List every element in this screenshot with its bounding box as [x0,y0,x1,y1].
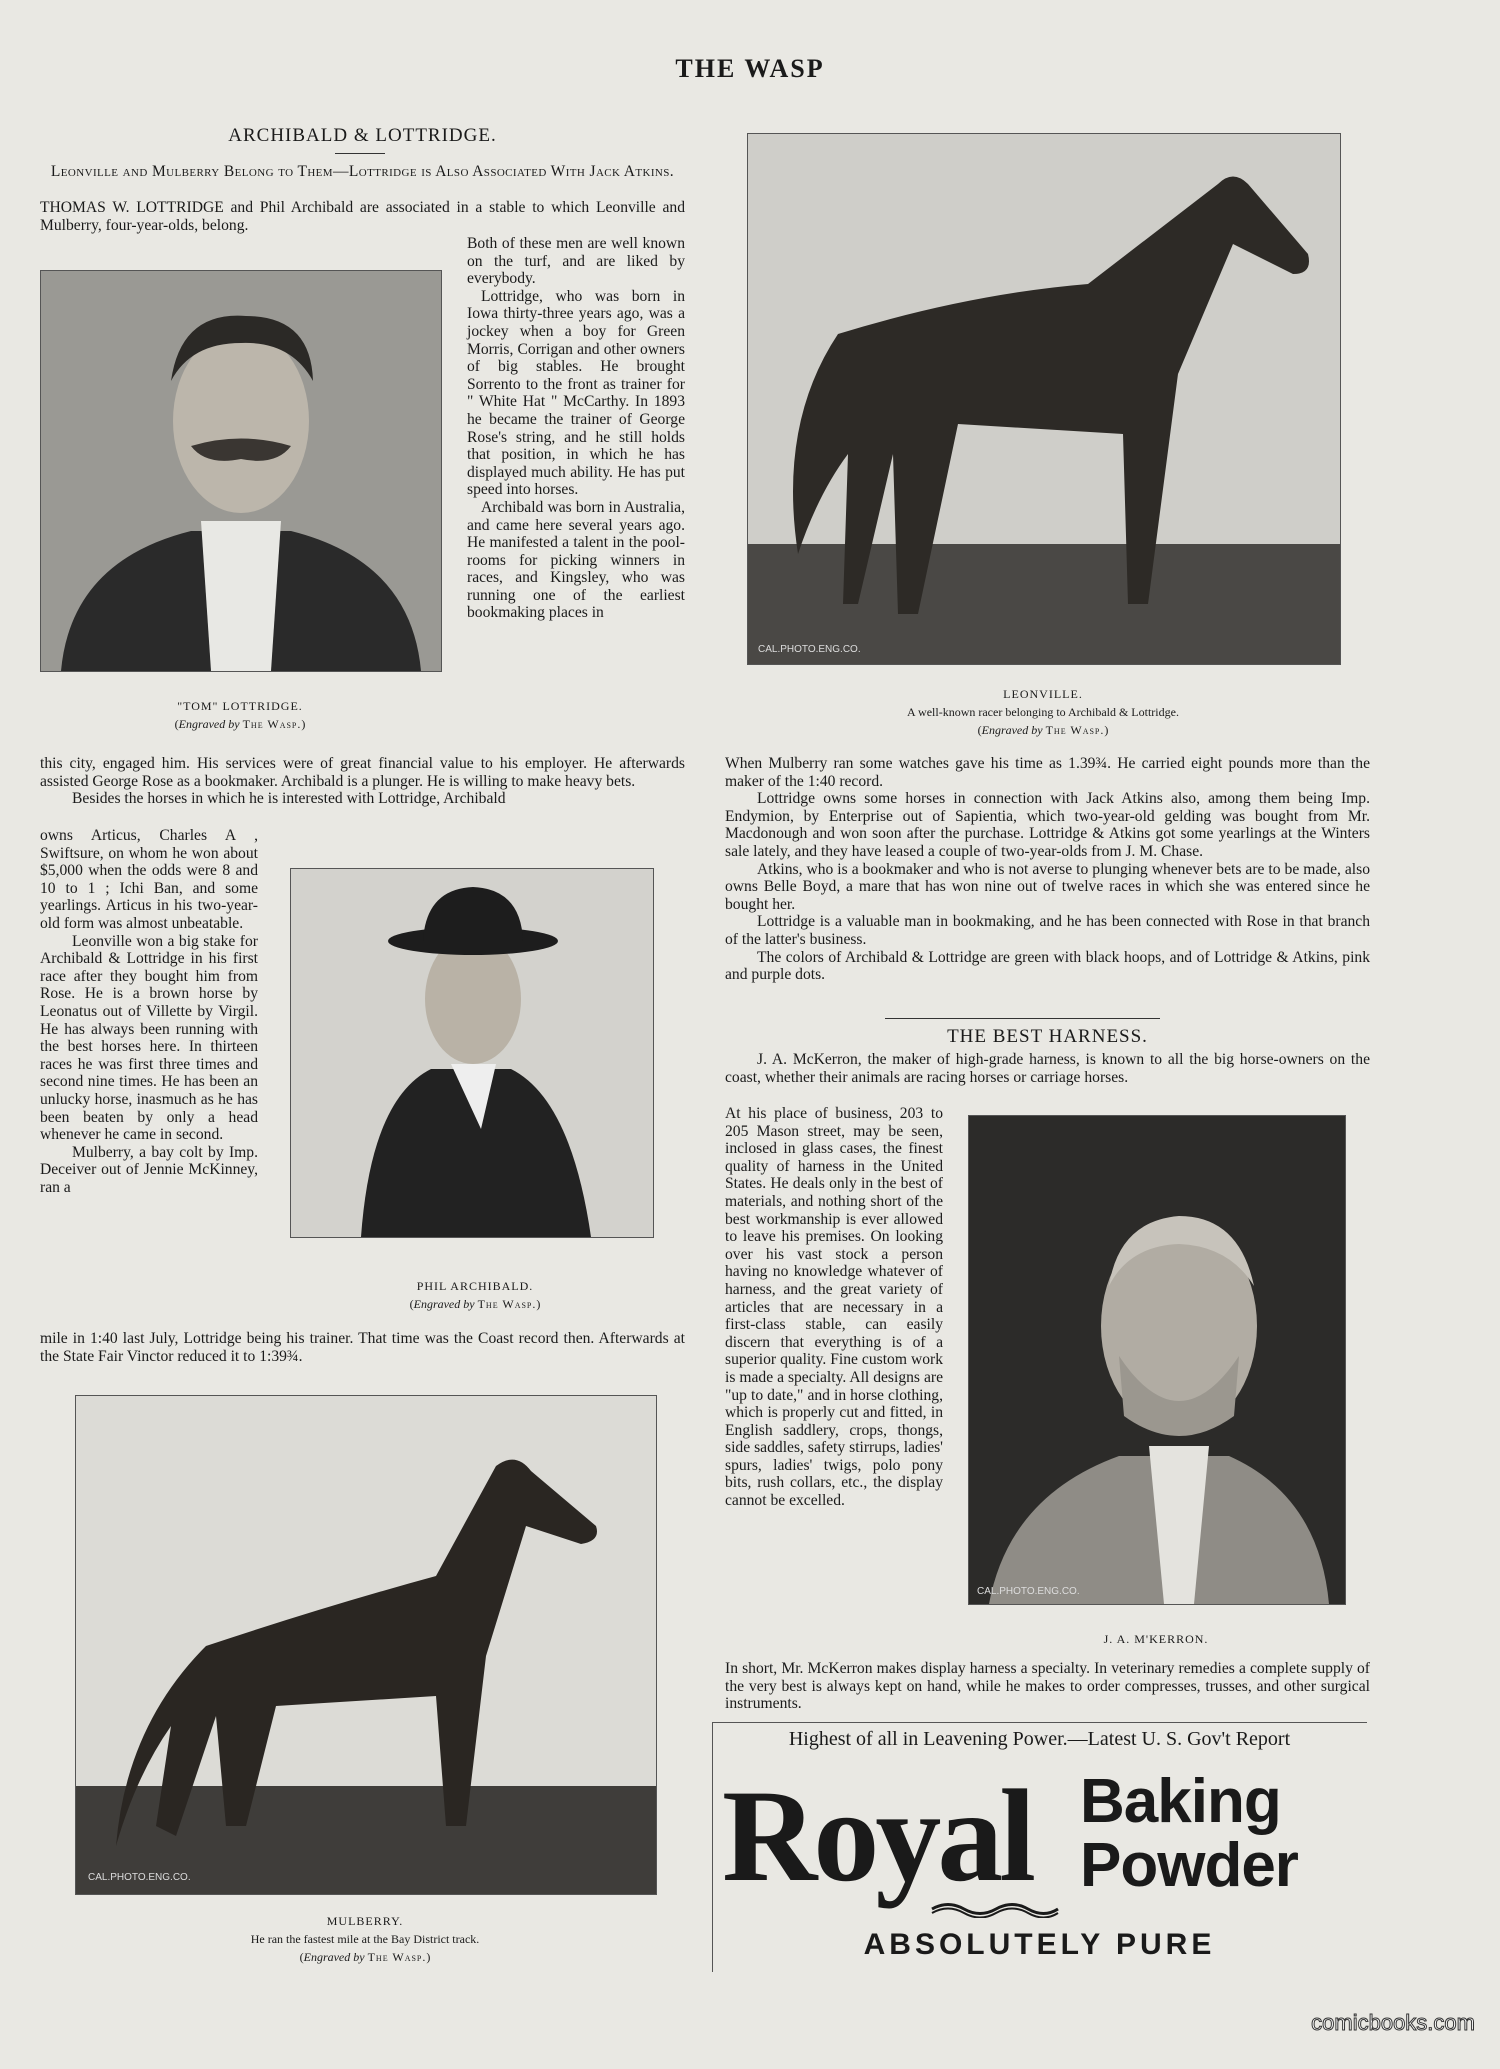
title-divider [335,153,385,154]
leonville-caption: LEONVILLE. A well-known racer belonging to Archibald & Lottridge. (Engraved by The Wasp.) [747,685,1339,739]
leonville-paragraph: Leonville won a big stake for Archibald & Lottridge in his first race after they bought him from Rose. He is a brown horse by Leonatus out of Villette by Virgil. He has always been running with the best horses here. In thirteen races he was first three times and second nine times. He has been an unlucky horse, inasmuch as he has been beaten by only a head whenever he came in second. [40,932,258,1144]
mulberry-caption-desc: He ran the fastest mile at the Bay District track. [250,1932,480,1946]
article-subtitle: Leonville and Mulberry Belong to Them—Lottridge is Also Associated With Jack Atkins. [50,163,675,180]
tom-caption-name: "TOM" LOTTRIDGE. [177,699,303,713]
tom-lottridge-photo [40,270,442,672]
mulberry-caption-credit-a: Engraved by [303,1950,365,1964]
leonville-caption-desc: A well-known racer belonging to Archibald & Lottridge. [907,705,1179,719]
harness-intro [725,1051,1370,1086]
mulberry-continued [40,1330,685,1365]
mulberry-engraver-credit: CAL.PHOTO.ENG.CO. [88,1872,191,1883]
atkins-horses-paragraph: Lottridge owns some horses in connection with Jack Atkins also, among them being Imp. Endymion, by Enterprise out of Sapientia, which two-year-old gelding was bought from Mr. Macdonough and won soon after the purchase. Lottridge & Atkins got some yearlings at the Winters sale lately, and they have leased a couple of two-year-olds from J. M. Chase. [725,790,1370,860]
ad-product-powder: Powder [1080,1831,1298,1900]
leonville-photo [747,133,1341,665]
ad-slogan: ABSOLUTELY PURE [863,1928,1216,1961]
lottridge-bookmaking-paragraph: Lottridge is a valuable man in bookmaking, and he has been connected with Rose in that branch of the latter's business. [725,913,1370,948]
tom-lottridge-caption: "TOM" LOTTRIDGE. (Engraved by The Wasp.) [40,697,440,733]
mckerron-engraver-credit: CAL.PHOTO.ENG.CO. [977,1586,1080,1597]
leonville-caption-credit-a: Engraved by [981,723,1043,737]
archibald-continued [40,755,685,808]
archibald-paragraph: Archibald was born in Australia, and came here several years ago. He manifested a talent in the pool-rooms for picking winners in races, and Kingsley, who was running one of the earliest bookmaking places in [467,498,685,622]
colors-paragraph: The colors of Archibald & Lottridge are green with black hoops, and of Lottridge & Atkins, pink and purple dots. [725,948,1370,984]
man-portrait-icon [291,869,653,1237]
phil-archibald-caption: PHIL ARCHIBALD. (Engraved by The Wasp.) [365,1277,585,1313]
harness-narrow-column [725,1105,943,1510]
phil-caption-credit-a: Engraved by [413,1297,475,1311]
phil-caption-credit-b: The Wasp. [477,1297,537,1311]
lead-text: THOMAS W. LOTTRIDGE and Phil Archibald are associated in a stable to which Leonville and Mulberry, four-year-olds, belong. [40,199,685,234]
leonville-caption-credit-b: The Wasp. [1045,723,1105,737]
lead-paragraph [40,199,685,234]
leonville-caption-name: LEONVILLE. [1003,687,1083,701]
article-title: ARCHIBALD & LOTTRIDGE. [228,125,497,146]
harness-closing-text: In short, Mr. McKerron makes display harness a specialty. In veterinary remedies a complete supply of the very best is always kept on hand, while he makes to order compresses, trusses, and other surgical instruments. [725,1660,1370,1713]
mulberry-caption-name: MULBERRY. [326,1914,404,1928]
harness-intro-text: J. A. McKerron, the maker of high-grade harness, is known to all the big horse-owners on the coast, whether their animals are racing horses or carriage horses. [725,1051,1370,1086]
ad-top-rule [712,1722,1367,1723]
mckerron-photo [968,1115,1346,1605]
horse-icon [76,1396,656,1894]
man-portrait-icon [41,271,441,671]
besides-paragraph: Besides the horses in which he is interested with Lottridge, Archibald [72,790,506,808]
mulberry-paragraph: Mulberry, a bay colt by Imp. Deceiver out of Jennie McKinney, ran a [40,1143,258,1196]
leonville-engraver-credit: CAL.PHOTO.ENG.CO. [758,644,861,655]
left-narrow-column [40,827,258,1196]
masthead: THE WASP [675,54,825,83]
lead-continued [467,235,685,622]
mckerron-caption-name: J. A. M'KERRON. [1103,1632,1209,1646]
horse-icon [748,134,1340,664]
ad-tagline: Highest of all in Leavening Power.—Latest U. S. Gov't Report [788,1728,1291,1750]
mulberry-photo [75,1395,657,1895]
lottridge-paragraph: Lottridge, who was born in Iowa thirty-three years ago, was a jockey when a boy for Green Morris, Corrigan and other owners of big stables. He brought Sorrento to the front as trainer for " White Hat " McCarthy. In 1893 he became the trainer of George Rose's string, and he still holds that position, in which he has displayed much ability. He has put speed into horses. [467,287,685,499]
lead-cont-text: Both of these men are well known on the turf, and are liked by everybody. [467,235,685,288]
mckerron-caption [968,1630,1344,1648]
right-column-text [725,755,1370,984]
tom-caption-credit-b: The Wasp. [242,717,302,731]
harness-title: THE BEST HARNESS. [947,1026,1148,1047]
besides-cont-text: owns Articus, Charles A , Swiftsure, on whom he won about $5,000 when the odds were 8 and 10 to 1 ; Ichi Ban, and some yearlings. Articus in his two-year-old form was almost unbeatable. [40,827,258,932]
harness-cont-text: At his place of business, 203 to 205 Mason street, may be seen, inclosed in glass cases, the finest quality of harness in the United States. He deals only in the best of materials, and nothing short of the best workmanship is ever allowed to leave his premises. On looking over his vast stock a person having no knowledge whatever of harness, and the great variety of articles that are necessary in a first-class stable, can easily discern that everything is of a superior quality. Fine custom work is made a specialty. All designs are "up to date," and in horse clothing, which is properly cut and fitted, in English saddlery, crops, thongs, side saddles, safety stirrups, ladies' spurs, ladies' twigs, polo pony bits, rush collars, etc., the display cannot be excelled. [725,1105,943,1510]
harness-closing [725,1660,1370,1713]
tom-caption-credit-a: Engraved by [178,717,240,731]
section-divider [885,1018,1160,1019]
ad-brand-royal: Royal [722,1762,1032,1909]
ornament-flourish-icon [930,1900,1060,1918]
mulberry-caption-credit-b: The Wasp. [367,1950,427,1964]
phil-caption-name: PHIL ARCHIBALD. [416,1279,534,1293]
watermark: comicbooks.com [1311,2010,1475,2035]
phil-archibald-photo [290,868,654,1238]
man-portrait-icon [969,1116,1345,1604]
ad-product-baking: Baking [1080,1767,1281,1836]
mulberry-cont-text: mile in 1:40 last July, Lottridge being his trainer. That time was the Coast record then. Afterwards at the State Fair Vinctor reduced it to 1:39¾. [40,1330,685,1365]
mulberry-caption: MULBERRY. He ran the fastest mile at the Bay District track. (Engraved by The Wasp.) [75,1912,655,1966]
archibald-cont-text: this city, engaged him. His services were of great financial value to his employer. He afterwards assisted George Rose as a bookmaker. Archibald is a plunger. He is willing to make heavy bets. [40,755,685,790]
atkins-bookmaker-paragraph: Atkins, who is a bookmaker and who is not averse to plunging whenever bets are to be made, also owns Belle Boyd, a mare that has won nine out of twelve races in which she was entered since he bought her. [725,860,1370,913]
mulberry-time-paragraph: When Mulberry ran some watches gave his time as 1.39¾. He carried eight pounds more than the maker of the 1:40 record. [725,755,1370,790]
